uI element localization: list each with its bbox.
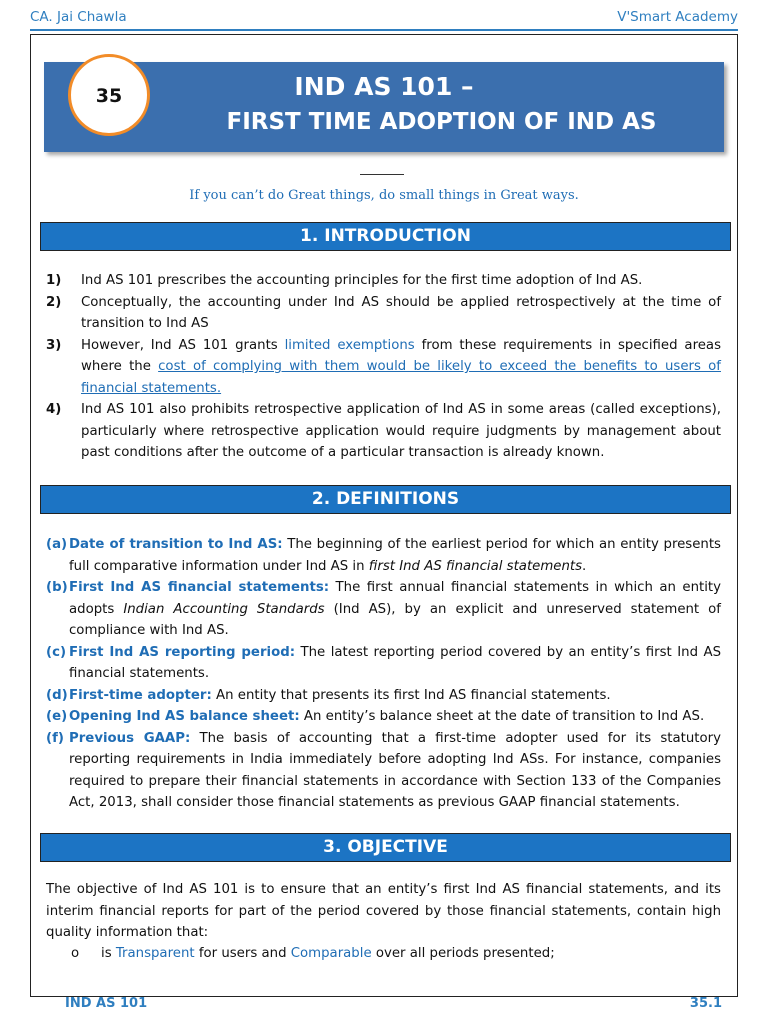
definition-text: An entity’s balance sheet at the date of transition to Ind AS. [299,709,705,724]
item-text: However, Ind AS 101 grants [81,337,285,353]
item-letter: (c) [46,644,67,660]
item-number: 3) [46,337,62,353]
bullet-text: for users and [194,946,291,961]
underlined-highlight: cost of complying with them would be likely to exceed the benefits to users of financial statements. [81,359,721,396]
item-letter: (d) [46,687,68,703]
bullet-text: over all periods presented; [371,946,555,961]
item-number: 4) [46,402,62,417]
list-item [46,399,721,464]
page-header [30,0,738,30]
chapter-title-line2: FIRST TIME ADOPTION OF IND AS [226,109,657,135]
definition-text: The latest reporting period covered by an entity’s first Ind AS financial statements. [69,644,722,681]
list-item [46,335,721,400]
item-letter: (a) [46,537,68,552]
list-item [46,270,721,292]
introduction-list [46,270,721,464]
definition-term: First Ind AS financial statements: [69,580,330,595]
item-text: Conceptually, the accounting under Ind AS should be applied retrospectively at the time of transition to Ind AS [81,294,721,331]
section-heading-introduction: 1. INTRODUCTION [40,222,731,251]
section-heading-definitions: 2. DEFINITIONS [40,485,731,514]
definition-text: The basis of accounting that a first-time adopter used for its statutory reporting requirements in India immediately before adopting Ind ASs. For instance, companies required to prepare their financial statements in accordance with Section 133 of the Companies Act, 2013, shall consider those financial statements as previous GAAP financial statements. [69,730,721,810]
page-number: 35.1 [689,996,722,1011]
motivational-quote: If you can’t do Great things, do small things in Great ways. [189,188,579,203]
academy-name: V'Smart Academy [617,9,738,25]
definitions-list [46,534,721,814]
highlight-text: limited exemptions [284,337,415,353]
highlight-text: Transparent [115,946,195,961]
item-text: from these requirements in specified areas where the [81,337,721,374]
chapter-title-line1: IND AS 101 – [294,72,474,101]
definition-term: First-time adopter: [69,687,212,703]
definition-text: The beginning of the earliest period for which an entity presents full comparative information under Ind AS in [69,537,721,574]
item-number: 1) [46,273,62,288]
definition-item [46,534,721,577]
item-letter: (f) [46,730,64,746]
bullet-marker: o [71,946,80,961]
definition-item [46,706,721,728]
objective-bullet [46,943,555,965]
item-text: Ind AS 101 also prohibits retrospective application of Ind AS in some areas (called exceptions), particularly where retrospective application would require judgments by management about past conditions after the outcome of a particular transaction is already known. [81,402,721,460]
item-text: Ind AS 101 prescribes the accounting principles for the first time adoption of Ind AS. [81,273,643,288]
bullet-text: is [101,946,116,961]
item-letter: (e) [46,709,68,724]
objective-paragraph: The objective of Ind AS 101 is to ensure that an entity’s first Ind AS financial statements, and its interim financial reports for part of the period covered by those financial statements, contain high quality information that: [46,882,721,940]
italic-text: Indian Accounting Standards [123,601,325,617]
definition-term: Opening Ind AS balance sheet: [69,709,300,724]
item-letter: (b) [46,580,68,595]
definition-term: Previous GAAP: [69,730,191,746]
chapter-number: 35 [95,85,123,107]
italic-text: first Ind AS financial statements [368,558,583,574]
definition-tail: . [582,558,587,574]
definition-term: Date of transition to Ind AS: [69,537,283,552]
author-name: CA. Jai Chawla [30,9,127,25]
footer-title: IND AS 101 [65,996,148,1011]
definition-item [46,642,721,685]
definition-item [46,728,721,814]
definition-item [46,577,721,642]
section-heading-objective: 3. OBJECTIVE [40,833,731,862]
chapter-number-badge [68,54,150,136]
header-divider [30,29,738,31]
list-item [46,292,721,335]
definition-item [46,685,721,707]
highlight-text: Comparable [290,946,372,961]
definition-term: First Ind AS reporting period: [69,644,296,660]
definition-text: The first annual financial statements in which an entity adopts [69,580,721,617]
quote-rule [360,174,404,175]
item-number: 2) [46,294,62,310]
definition-tail: (Ind AS), by an explicit and unreserved statement of compliance with Ind AS. [69,601,721,638]
definition-text: An entity that presents its first Ind AS financial statements. [211,687,611,703]
